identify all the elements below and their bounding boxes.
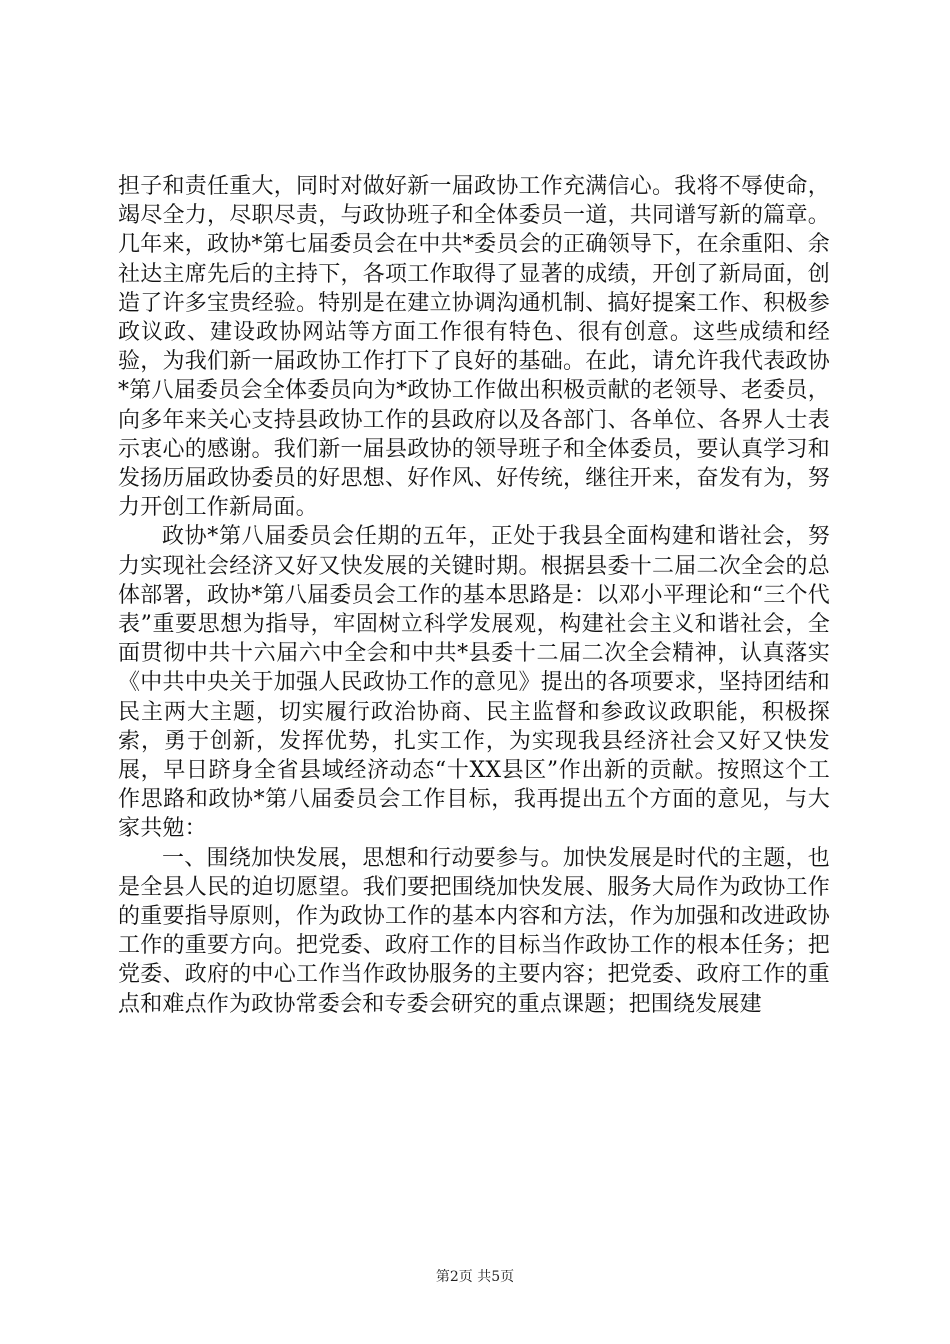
page-footer: 第2页 共5页: [435, 1269, 515, 1285]
paragraph-point-one: 一、围绕加快发展，思想和行动要参与。加快发展是时代的主题，也是全县人民的迫切愿望。我们要把围绕加快发展、服务大局作为政协工作的重要指导原则，作为政协工作的基本内容和方法，作为加强和改进政协工作的重要方向。把党委、政府工作的目标当作政协工作的根本任务；把党委、政府的中心工作当作政协服务的主要内容；把党委、政府工作的重点和难点作为政协常委会和专委会研究的重点课题；把围绕发展建: [118, 845, 830, 1017]
body-text: [118, 172, 830, 1019]
paragraph-continuation: 担子和责任重大，同时对做好新一届政协工作充满信心。我将不辱使命，竭尽全力，尽职尽责，与政协班子和全体委员一道，共同谱写新的篇章。几年来，政协*第七届委员会在中共*委员会的正确领导下，在余重阳、余社达主席先后的主持下，各项工作取得了显著的成绩，开创了新局面，创造了许多宝贵经验。特别是在建立协调沟通机制、搞好提案工作、积极参政议政、建设政协网站等方面工作很有特色、很有创意。这些成绩和经验，为我们新一届政协工作打下了良好的基础。在此，请允许我代表政协*第八届委员会全体委员向为*政协工作做出积极贡献的老领导、老委员，向多年来关心支持县政协工作的县政府以及各部门、各单位、各界人士表示衷心的感谢。我们新一届县政协的领导班子和全体委员，要认真学习和发扬历届政协委员的好思想、好作风、好传统，继往开来，奋发有为，努力开创工作新局面。: [118, 174, 830, 521]
paragraph-work-approach: 政协*第八届委员会任期的五年，正处于我县全面构建和谐社会，努力实现社会经济又好又快发展的关键时期。根据县委十二届二次全会的总体部署，政协*第八届委员会工作的基本思路是：以邓小平理论和“三个代表”重要思想为指导，牢固树立科学发展观，构建社会主义和谐社会，全面贯彻中共十六届六中全会和中共*县委十二届二次全会精神，认真落实《中共中央关于加强人民政协工作的意见》提出的各项要求，坚持团结和民主两大主题，切实履行政治协商、民主监督和参政议政职能，积极探索，勇于创新，发挥优势，扎实工作，为实现我县经济社会又好又快发展，早日跻身全省县域经济动态“十XX县区”作出新的贡献。按照这个工作思路和政协*第八届委员会工作目标，我再提出五个方面的意见，与大家共勉：: [118, 524, 830, 842]
